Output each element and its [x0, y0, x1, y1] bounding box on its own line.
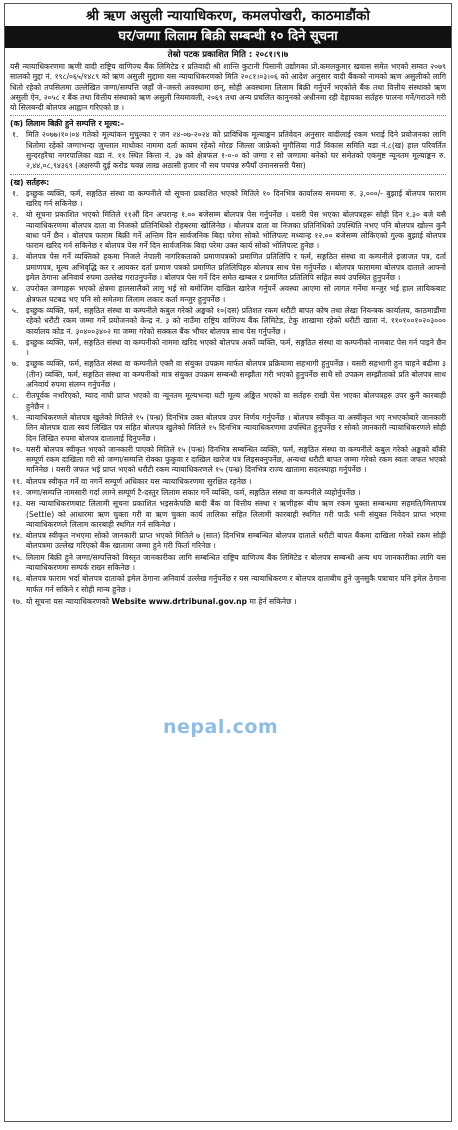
- list-item: [10, 445, 446, 476]
- list-item: [10, 553, 446, 574]
- divider: [10, 174, 446, 175]
- list-item: [10, 338, 446, 359]
- item-number: १.: [12, 188, 19, 198]
- section-b-heading: (ख) सर्तहरू:: [10, 177, 50, 187]
- item-text: जग्गा/सम्पत्ति नामसारी गर्दा लाग्ने सम्पूर्ण टै-दस्तुर लिलाम सकार गर्ने व्यक्ति, फर्म, सङ्गठित संस्था वा कम्पनीले व्यहोर्नुपर्नेछ ।: [26, 487, 361, 497]
- intro-paragraph: यसै न्यायाधिकरणमा ऋणी वादी राष्ट्रिय वाणिज्य बैंक लिमिटेड र प्रतिवादी श्री शान्ति कुटानी पिसानी उद्योगका प्रो.कमलकुमार खवास समेत भएको सम्वत २०७९ सालको मुद्दा नं. १९८/०६५/१४८९ को ऋण असुली मुद्दामा यस न्यायाधिकरणको मिति २०८१।०३।०६ को आदेश अनुसार वादी बैंकको नामको ऋण असुलीको लागि धितो रहेको तपसिलमा उल्लेखित जग्गा/सम्पत्ति जहाँ जे–जस्तो अवस्थामा छन्, सोही अवस्थामा लिलाम बिक्री गर्नुपर्ने भएकोले बैंक तथा वित्तीय संस्थाको ऋण असुली ऐन, २०५८ र बैंक तथा वित्तीय संस्थाको ऋण असुली नियमावली, २०६९ तथा अन्य प्रचलित कानुनको अधीनमा रही देहायका सर्तहरु पालना गर्ने/गराउने गरी यो सिलबन्दी बोलपत्र आह्वान गरिएको छ ।: [10, 62, 446, 113]
- list-item: [10, 359, 446, 390]
- item-text: उपरोक्त जग्गाहरू भएको क्षेत्रमा हालसालैको लागु भई सो बमोजिम दाखिल खारेज गर्नुपर्ने अवस्था आएमा सो लागत गर्नेमा मन्जुर भई हाल लायिकबाट क्षेत्रफल घटबढ भए पनि सो समेतमा लिलाम लकार कर्ता मन्जुर हुनुपर्नेछ ।: [26, 284, 446, 304]
- item-number: १.: [12, 130, 19, 140]
- list-item: [10, 488, 446, 498]
- item-text: यस न्यायाधिकरणबाट लिलामी सूचना प्रकाशित भइसकेपछि बादी बैंक वा वित्तीय संस्था र ऋणीहरू बीच ऋण रकम चुक्ता सम्बन्धमा सहमति/मिलापत्र (Settle) को आधारमा ऋण चुक्ता गरी वा ऋण चुक्ता कार्य तालिका सहित लिलामी कारबाही स्थगित गरी पाऊँ भनी संयुक्त निवेदन प्राप्त भएमा न्यायाधिकरणले लिलाम कारबाही स्थगित गर्न सकिनेछ ।: [26, 499, 446, 529]
- list-item: [10, 531, 446, 552]
- item-text: यसरी बोलपत्र स्वीकृत भएको जानकारी पाएको मितिले १५ (पन्ध्र) दिनभित्र सम्बन्धित व्यक्ति, फर्म, सङ्गठित संस्था वा कम्पनीले कबुल गरेको अङ्कको बाँकी सम्पूर्ण रकम दाखिला गरी सो जग्गा/सम्पत्ति रोक्का फुकुवा र दाखिल खारेज पत्र लिइसक्नुपर्नेछ, अन्यथा धरौटी बापत जम्मा गरेको रकम स्वतः जफत भएको मानिनेछ । यसरी जफत भई प्राप्त भएको धरौटी रकम न्यायाधिकरणले १५ (पन्ध्र) दिनभित्र राज्य खातामा सदरस्याहा गर्नुपर्नेछ ।: [26, 444, 446, 475]
- list-item-website: [10, 596, 446, 607]
- item-number: ११.: [12, 476, 23, 486]
- item-number: ९.: [12, 412, 19, 422]
- watermark-logo: nepal.com: [163, 716, 279, 738]
- item-number: २.: [12, 210, 19, 220]
- item-text: इच्छुक व्यक्ति, फर्म, सङ्गठित संस्था वा कम्पनीले एक्लै वा संयुक्त उपक्रम मार्फत बोलपत्र प्रक्रियामा सहभागी हुनुपर्नेछ । यसरी सहभागी हुन चाहने बढीमा ३ (तीन) व्यक्ति, फर्म, सङ्गठित संस्था वा कम्पनीको मात्र संयुक्त उपक्रम सम्बन्धी सम्झौता गरी भएको हुनुपर्नेछ साथै सो उपक्रम सम्झौताको प्रति बोलपत्र साथ अनिवार्य रुपमा संलग्न गर्नुपर्नेछ ।: [26, 359, 446, 390]
- item-number: ५.: [12, 305, 19, 315]
- section-b-list: [10, 189, 446, 595]
- divider: [10, 115, 446, 116]
- list-item: [10, 210, 446, 251]
- notice-banner: घर/जग्गा लिलाम बिक्री सम्बन्धी १० दिने सूचना: [5, 26, 451, 48]
- list-item: [10, 284, 446, 305]
- item-text: बोलपत्र स्वीकृत नभएमा सोको जानकारी प्राप्त भएको मितिले ७ (सात) दिनभित्र सम्बन्धित बोलपत्र दाताले धरौटी बापत बैंकमा दाखिला गरेको रकम सोही बोलपत्रमा उल्लेख गरिएको बैंक खातामा जम्मा हुने गरी फिर्ता गरिनेछ ।: [26, 531, 446, 551]
- list-item: [10, 499, 446, 530]
- notice-page: [4, 3, 452, 1122]
- item-text: मिति २०७७।१०।०४ गतेको मूल्यांकन मुचुल्का र जन २४-०७-२०२४ को प्राविधिक मूल्याङ्कन प्रतिवेदन अनुसार वादीलाई रकम भराई दिने प्रयोजनका लागि धितोमा रहेको जग्गाभन्दा जुम्लाल माथोका नाममा दर्ता कायम रहेको मोरङ जिल्ला जाफ्रेको मुगौलिया गाउँ विकास समिति वडा नं.८(ख) हाल परिवर्तित सुन्दरहरैचा नगरपालिका वडा नं. ११ स्थित कित्ता नं. ३७ को क्षेत्रफल १-०-० को जग्गा र सो जग्गामा बनेको घर समेतको एकमुष्ट न्यूनतम मूल्याङ्कन रु. २,४४,०८,९४३६९ (अक्षरुपी दुई करोड चवन्न लाख अठासी हजार नौ सय पचपन्न रुपैयाँ उनानसत्तरी पैसा): [26, 130, 446, 171]
- item-text: यो सूचना प्रकाशित भएको मितिले ११औं दिन अपरान्ह १.०० बजेसम्म बोलपत्र पेस गर्नुपर्नेछ । यसरी पेस भएका बोलपत्रहरू सोही दिन १.३० बजे यसै न्यायाधिकरणमा बोलपत्र दाता वा निजको प्रतिनिधिको रोहबरमा खोलिनेछ । बोलपत्र दाता वा निजका प्रतिनिधिको उपस्थिति नभए पनि बोलपत्र खोल्न कुनै बाधा पर्ने छैन । बोलपत्र फाराम बिक्री गर्ने अन्तिम दिन सार्वजनिक बिदा परेमा सोको भोलिपल्ट मध्यान्ह १२.०० बजेसम्म लोकिएको गुल्क बुझाई बोलपत्र फाराम खरिद गर्न सकिनेछ र बोलपत्र पेस गर्ने दिन सार्वजनिक बिदा परेमा उक्त कार्य सोको भोलिपल्ट हुनेछ ।: [26, 210, 446, 251]
- list-item: [10, 574, 446, 595]
- list-item: [10, 252, 446, 283]
- publish-date: तेस्रो पटक प्रकाशित मिति : २०८१।९।७: [167, 50, 289, 60]
- item-number: ३.: [12, 252, 19, 262]
- item-text: बोलपत्र पेस गर्ने व्यक्तिको हकमा निजले नेपाली नागरिकताको प्रमाणपत्रको प्रमाणित प्रतिलिपि र फर्म, सङ्गठित संस्था वा कम्पनीले इजाजत पत्र, दर्ता प्रमाणपत्र, मूल्य अभिवृद्धि कर र आयकर दर्ता प्रमाण पत्रको प्रमाणित प्रतिलिपिहरु बोलपत्र साथ पेस गर्नुपर्नेछ । बोलपत्र फाराममा बोलपत्र दाताले आफ्नो इमेल ठेगाना अनिवार्य रुपमा उल्लेख गराउनुपर्नेछ । बोलपत्र पेस गर्ने दिन समेत खम्बल र प्रमाणित प्रतिलिपि सहित स्वयं उपस्थित हुनुपर्नेछ ।: [26, 252, 446, 283]
- item-number: १४.: [12, 531, 23, 541]
- item-number: ८.: [12, 391, 19, 401]
- list-item: [10, 306, 446, 337]
- item-text: इच्छुक व्यक्ति, फर्म, सङ्गठित संस्था वा कम्पनीको नाममा खरिद भएको बोलपत्र अर्को व्यक्ति, फर्म, सङ्गठित संस्था वा कम्पनीको नामबाट पेस गर्न पाइने छैन ।: [26, 337, 446, 358]
- item-number: १३.: [12, 499, 23, 509]
- section-a-heading: (क) लिलाम बिक्री हुने सम्पत्ति र मूल्य:–: [10, 119, 125, 129]
- item-text: इच्छुक व्यक्ति, फर्म, सङ्गठित संस्था वा कम्पनीले कबुल गरेको अङ्कको १०(दस) प्रतिशत रकम धरौटी बापत कोष तथा लेखा नियन्त्रक कार्यालय, काठमाडौंमा रहेको धरौटी रकम जम्मा गर्ने प्रयोजनको केन्द्र नं. ३ को नाउँमा राष्ट्रिय वाणिज्य बैंक लिमिटेड, टेकु शाखामा रहेको धरौटी खाता नं. ११०१००१०२०३००० कार्यालय कोड नं. ३०४००३४०२ मा जम्मा गरेको सक्कल बैंक भौचर बोलपत्र साथ पेस गर्नुपर्नेछ ।: [26, 305, 446, 336]
- list-item: [10, 189, 446, 210]
- section-a-list: [10, 130, 446, 171]
- item-text: [26, 596, 446, 607]
- item-text: लिलाम बिक्री हुने जग्गा/सम्पत्तिको विस्तृत जानकारीका लागि सम्बन्धित राष्ट्रिय वाणिज्य बैंक लिमिटेड र बोलपत्र सम्बन्धी अन्य थप जानकारीका लागि यस न्यायाधिकरणमा सम्पर्क राख्न सकिनेछ ।: [26, 552, 446, 573]
- item-number: १६.: [12, 574, 23, 584]
- item-text: बोलपत्र स्वीकृत गर्ने वा नगर्ने सम्पूर्ण अधिकार यस न्यायाधिकरणमा सुरक्षित रहनेछ ।: [26, 476, 252, 486]
- item-number: ४.: [12, 284, 19, 294]
- item-text: रीतपूर्वक नभरिएको, म्याद नाघी प्राप्त भएको वा न्यूनतम मूल्यभन्दा घटी मूल्य अङ्कित भएको वा सर्तहरु राखी पेस भएका बोलपत्रहरु उपर कुनै कारबाही हुनेछैन ।: [26, 391, 446, 411]
- list-item: [10, 391, 446, 412]
- item-text: इच्छुक व्यक्ति, फर्म, सङ्गठित संस्था वा कम्पनीले यो सूचना प्रकाशित भएको मितिले १० दिनभित्र कार्यालय समयमा रु. ३,०००/- बुझाई बोलपत्र फाराम खरिद गर्न सकिनेछ ।: [26, 188, 446, 208]
- item-number: ७.: [12, 359, 19, 369]
- item-number: १५.: [12, 552, 23, 562]
- website-pre-text: यो सूचना यस न्यायाधिकरणको: [26, 596, 110, 606]
- website-link[interactable]: Website www.drtribunal.gov.np: [111, 596, 247, 606]
- list-item: [10, 477, 446, 487]
- website-post-text: मा हेर्न सकिनेछ ।: [249, 596, 297, 606]
- item-number: ६.: [12, 337, 19, 347]
- item-text: बोलपत्र फाराम भर्दा बोलपत्र दाताको इमेल ठेगाना अनिवार्य उल्लेख गर्नुपर्नेछ र यस न्यायाधिकरण र बोलपत्र दाताबीच हुने जुनसुकै पत्राचार पनि इमेल ठेगाना मार्फत गर्न सकिने र सोही मान्य हुनेछ ।: [26, 574, 446, 594]
- item-number: १०.: [12, 444, 23, 454]
- list-item: [10, 130, 446, 171]
- item-number: १७.: [12, 596, 23, 606]
- item-number: १२.: [12, 487, 23, 497]
- item-text: न्यायाधिकरणले बोलपत्र खुलेको मितिले १५ (पन्ध्र) दिनभित्र उक्त बोलपत्र उपर निर्णय गर्नुपर्नेछ । बोलपत्र स्वीकृत वा अस्वीकृत भए नभएकोबारे जानकारी लिन बोलपत्र दाता स्वयं लिखित पत्र सहित बोलपत्र खुलेको मितिले १५ दिनभित्र न्यायाधिकरणमा उपस्थित हुनुपर्नेछ र सोको जानकारी न्यायाधिकरणले सोही दिन लिखित रुपमा बोलपत्र दातालाई दिनुपर्नेछ ।: [26, 412, 446, 443]
- list-item: [10, 413, 446, 444]
- org-title: श्री ऋण असुली न्यायाधिकरण, कमलपोखरी, काठमाडौंको: [85, 8, 371, 24]
